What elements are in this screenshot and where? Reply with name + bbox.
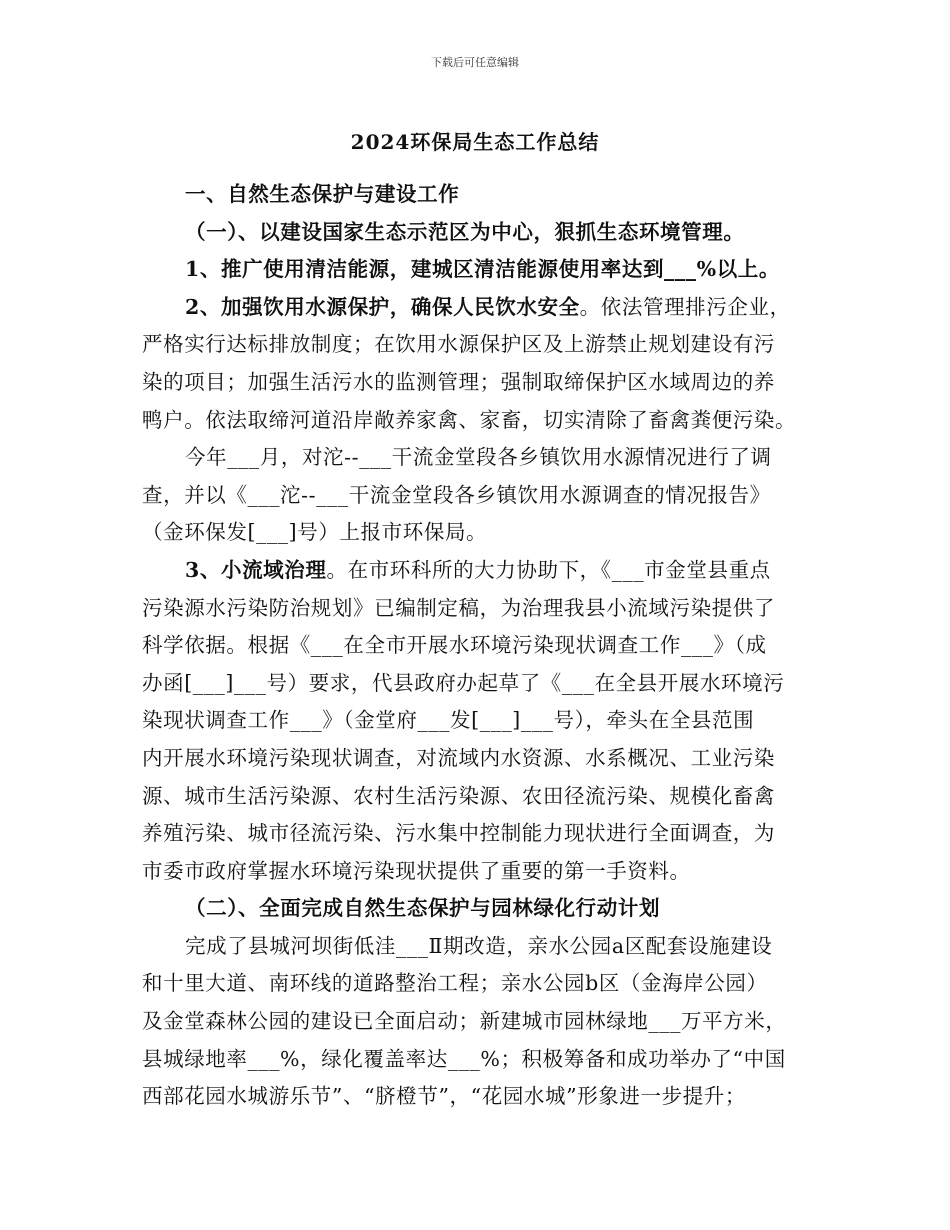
header-note: 下载后可任意编辑 xyxy=(431,56,519,69)
subsection-heading-2: （二）、全面完成自然生态保护与园林绿化行动计划 xyxy=(185,896,661,921)
subsection-heading-1: （一）、以建设国家生态示范区为中心，狠抓生态环境管理。 xyxy=(185,219,745,244)
paragraph-line: （金环保发[___]号）上报市环保局。 xyxy=(142,520,488,545)
paragraph-line: 查，并以《___沱--___干流金堂段各乡镇饮用水源调查的情况报告》 xyxy=(142,482,771,507)
item-heading-3: 3、小流域治理 xyxy=(185,557,327,582)
paragraph-line: 完成了县城河坝街低洼___Ⅱ期改造，亲水公园a区配套设施建设 xyxy=(185,933,773,958)
paragraph-line: 和十里大道、南环线的道路整治工程；亲水公园b区（金海岸公园） xyxy=(142,971,768,996)
paragraph-line: 染的项目；加强生活污水的监测管理；强制取缔保护区水域周边的养 xyxy=(142,369,775,394)
paragraph-line: 县城绿地率___%，绿化覆盖率达___%；积极筹备和成功举办了“中国 xyxy=(142,1046,786,1071)
paragraph-line: 鸭户。依法取缔河道沿岸敞养家禽、家畜，切实清除了畜禽粪便污染。 xyxy=(142,407,797,432)
paragraph-line: 源、城市生活污染源、农村生活污染源、农田径流污染、规模化畜禽 xyxy=(142,783,775,808)
paragraph-line: 今年___月，对沱--___干流金堂段各乡镇饮用水源情况进行了调 xyxy=(185,445,772,470)
paragraph-text: 。在市环科所的大力协助下，《___市金堂县重点 xyxy=(326,557,771,582)
paragraph-text: 。依法管理排污企业， xyxy=(579,294,791,319)
paragraph-line: 西部花园水城游乐节”、“脐橙节”，“花园水城”形象进一步提升； xyxy=(142,1084,746,1109)
item-heading-1: 1、推广使用清洁能源，建城区清洁能源使用率达到___%以上。 xyxy=(185,257,780,282)
paragraph-line: 染现状调查工作___》（金堂府___发[___]___号），牵头在全县范围 xyxy=(142,708,755,733)
paragraph-line xyxy=(142,552,814,590)
paragraph-line: 污染源水污染防治规划》已编制定稿，为治理我县小流域污染提供了 xyxy=(142,595,775,620)
paragraph-line: 科学依据。根据《___在全市开展水环境污染现状调查工作___》（成 xyxy=(142,633,767,658)
section-heading-1: 一、自然生态保护与建设工作 xyxy=(185,182,460,206)
paragraph-line: 市委市政府掌握水环境污染现状提供了重要的第一手资料。 xyxy=(142,858,691,883)
paragraph-line: 办函[___]___号）要求，代县政府办起草了《___在全县开展水环境污 xyxy=(142,670,785,695)
paragraph-line: 养殖污染、城市径流污染、污水集中控制能力现状进行全面调查，为 xyxy=(142,821,775,846)
document-body xyxy=(142,176,814,1116)
paragraph-line xyxy=(142,289,814,327)
document-title: 2024环保局生态工作总结 xyxy=(350,130,600,154)
paragraph-line: 内开展水环境污染现状调查，对流域内水资源、水系概况、工业污染 xyxy=(142,745,775,770)
item-heading-2: 2、加强饮用水源保护，确保人民饮水安全 xyxy=(185,294,580,319)
paragraph-line: 严格实行达标排放制度；在饮用水源保护区及上游禁止规划建设有污 xyxy=(142,332,775,357)
paragraph-line: 及金堂森林公园的建设已全面启动；新建城市园林绿地___万平方米， xyxy=(142,1009,787,1034)
